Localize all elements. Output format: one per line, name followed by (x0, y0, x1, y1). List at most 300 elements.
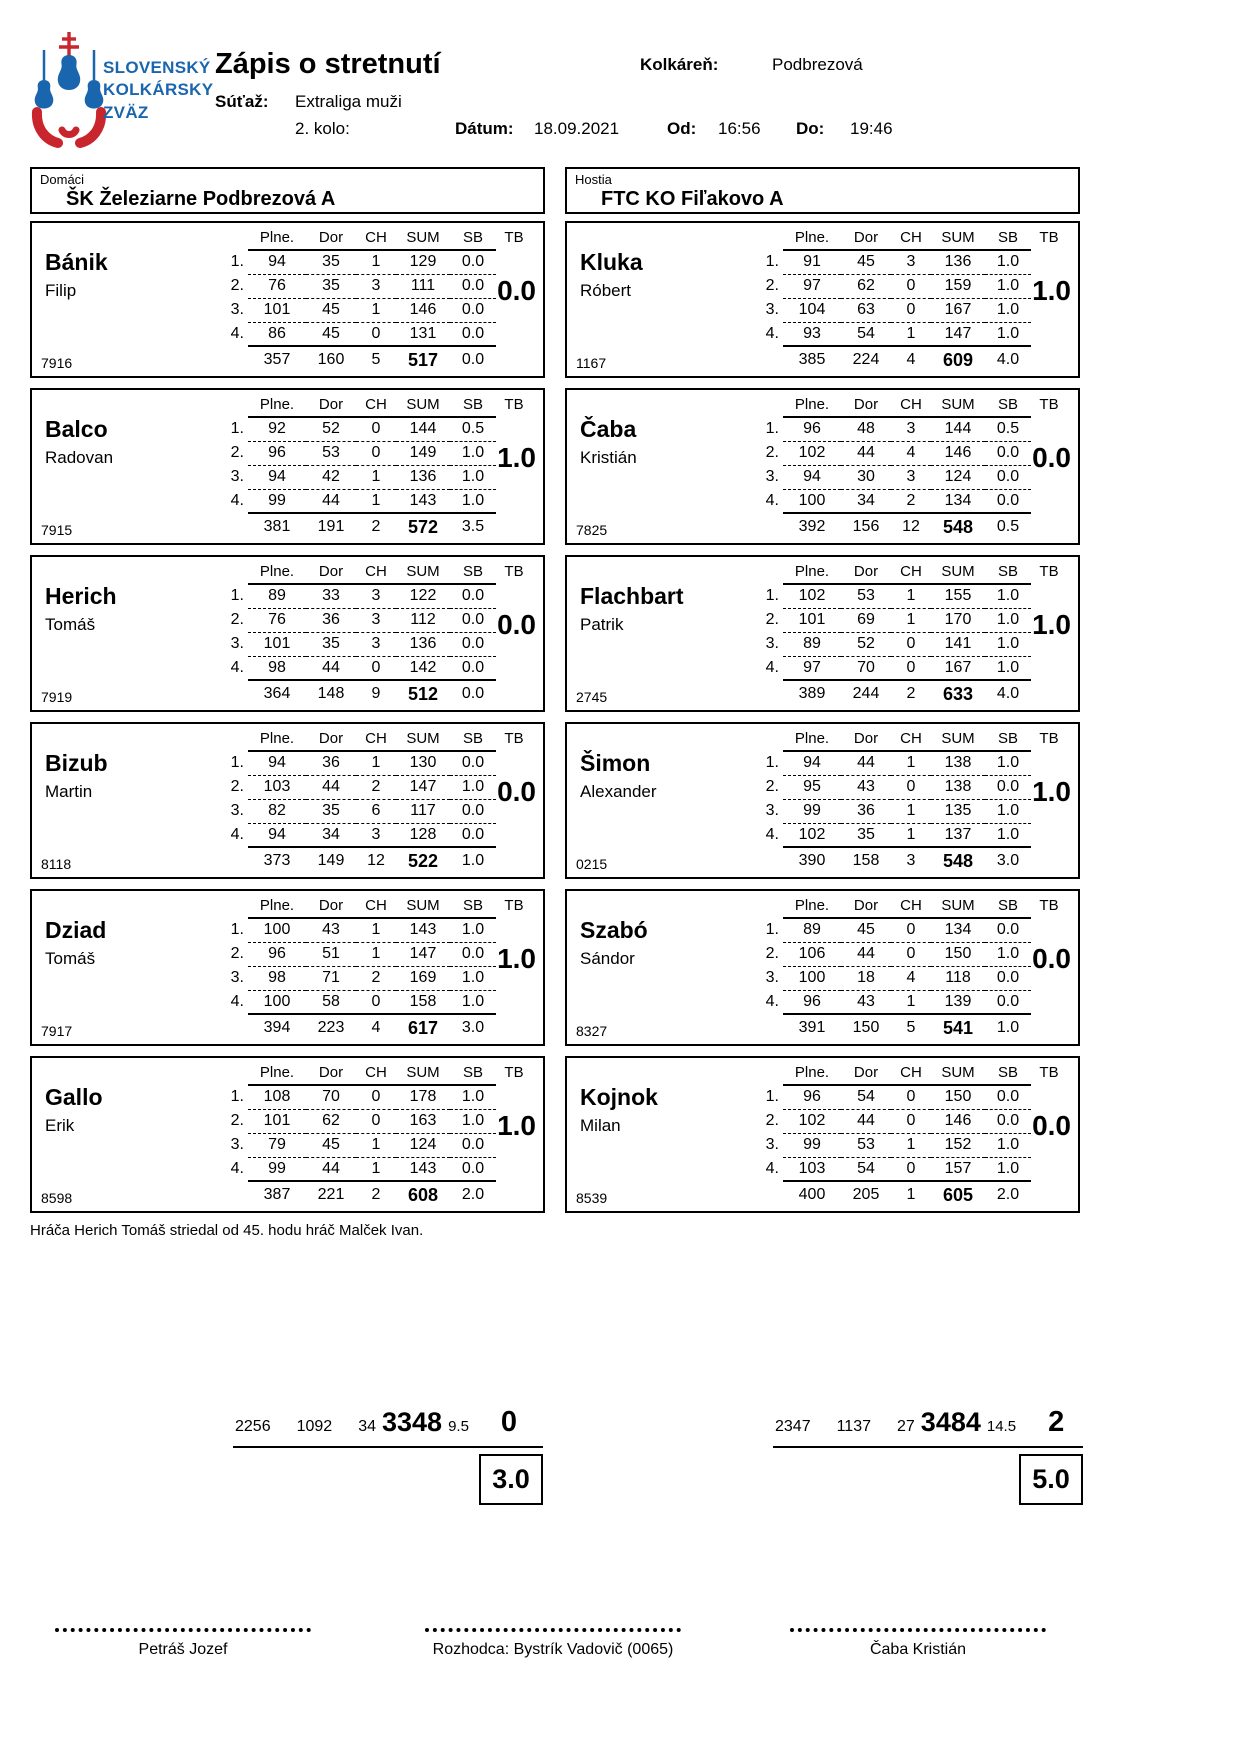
player-id: 7916 (41, 355, 73, 371)
player-surname: Szabó (580, 917, 648, 943)
player-score-table (753, 895, 1067, 1042)
tb-spacer (1031, 681, 1067, 708)
home-match-points: 3.0 (479, 1454, 543, 1505)
score-cell: 97 (783, 275, 841, 299)
score-cell: 1 (891, 609, 931, 633)
player-id: 7915 (41, 522, 73, 538)
home-total-ch: 34 (358, 1418, 376, 1435)
player-surname: Kojnok (580, 1084, 658, 1110)
score-cell: 0.0 (450, 609, 496, 633)
col-header: CH (891, 895, 931, 919)
total-cell: 0.0 (461, 351, 485, 368)
player-surname: Čaba (580, 416, 637, 442)
score-cell: 0 (891, 1086, 931, 1110)
score-cell: 0.0 (450, 800, 496, 824)
player-score-table (218, 1062, 532, 1209)
col-header: CH (356, 394, 396, 418)
signature-home (55, 1628, 311, 1659)
score-cell: 134 (931, 919, 985, 943)
score-cell: 35 (306, 800, 356, 824)
row-number: 3. (765, 468, 779, 485)
total-cell: 4 (906, 351, 916, 368)
player-set-points: 1.0 (497, 943, 536, 974)
score-cell: 1.0 (450, 442, 496, 466)
col-header: Dor (306, 227, 356, 251)
total-cell: 12 (902, 518, 920, 535)
tb-spacer (496, 418, 532, 442)
total-cell: 522 (407, 851, 439, 871)
tb-spacer (496, 490, 532, 514)
col-header: Dor (306, 1062, 356, 1086)
score-cell: 1.0 (985, 251, 1031, 275)
row-number: 1. (765, 921, 779, 938)
tb-spacer (1031, 919, 1067, 943)
round-value: 2. kolo: (295, 119, 350, 138)
row-number: 2. (230, 277, 244, 294)
col-header: Dor (306, 895, 356, 919)
score-cell: 96 (783, 1086, 841, 1110)
score-cell: 1.0 (985, 275, 1031, 299)
player-firstname: Alexander (580, 782, 657, 801)
tb-spacer (496, 347, 532, 374)
total-cell: 3.0 (461, 1019, 485, 1036)
score-cell: 0.5 (450, 418, 496, 442)
away-team-role: Hostia (575, 172, 612, 187)
score-cell: 0 (356, 418, 396, 442)
row-number: 1. (230, 253, 244, 270)
score-cell: 158 (396, 991, 450, 1015)
col-header: Plne. (783, 394, 841, 418)
score-cell: 135 (931, 800, 985, 824)
skz-logo (28, 30, 110, 157)
total-cell: 191 (317, 518, 345, 535)
score-cell: 18 (841, 967, 891, 991)
score-cell: 147 (396, 776, 450, 800)
col-header (218, 728, 248, 752)
tb-spacer (1031, 1182, 1067, 1209)
player-block (30, 555, 545, 712)
tb-spacer (496, 323, 532, 347)
col-header: CH (356, 895, 396, 919)
score-cell: 0 (891, 1110, 931, 1134)
col-header: SUM (396, 394, 450, 418)
row-number: 4. (765, 325, 779, 342)
score-cell: 1 (356, 466, 396, 490)
score-cell: 130 (396, 752, 450, 776)
score-cell: 137 (931, 824, 985, 848)
score-cell: 100 (248, 919, 306, 943)
player-score-table (753, 1062, 1067, 1209)
home-summary-row (233, 1406, 543, 1448)
score-cell: 178 (396, 1086, 450, 1110)
score-cell: 52 (841, 633, 891, 657)
score-cell: 33 (306, 585, 356, 609)
score-cell: 0.0 (450, 299, 496, 323)
score-cell: 3 (356, 585, 396, 609)
score-cell: 0.5 (985, 418, 1031, 442)
total-cell: 517 (407, 350, 439, 370)
col-header: Dor (841, 227, 891, 251)
total-cell: 224 (852, 351, 880, 368)
score-cell: 143 (396, 1158, 450, 1182)
player-block (565, 722, 1080, 879)
tb-spacer (496, 848, 532, 875)
score-cell: 76 (248, 609, 306, 633)
score-cell: 99 (783, 1134, 841, 1158)
score-cell: 3 (356, 609, 396, 633)
col-header: CH (891, 728, 931, 752)
total-cell: 633 (942, 684, 974, 704)
score-cell: 43 (841, 776, 891, 800)
score-cell: 86 (248, 323, 306, 347)
player-block (565, 889, 1080, 1046)
col-header: SUM (931, 561, 985, 585)
score-cell: 34 (306, 824, 356, 848)
score-cell: 43 (306, 919, 356, 943)
score-cell: 43 (841, 991, 891, 1015)
col-header: SB (985, 394, 1031, 418)
col-header: CH (356, 561, 396, 585)
player-surname: Balco (45, 416, 108, 442)
col-header: TB (504, 730, 524, 747)
col-header: Plne. (248, 227, 306, 251)
score-cell: 103 (783, 1158, 841, 1182)
total-cell: 2.0 (461, 1186, 485, 1203)
row-number: 4. (765, 826, 779, 843)
total-cell: 4 (371, 1019, 381, 1036)
col-header: SUM (396, 227, 450, 251)
score-cell: 1.0 (985, 633, 1031, 657)
score-cell: 63 (841, 299, 891, 323)
total-spacer (218, 681, 248, 708)
score-cell: 0 (356, 991, 396, 1015)
row-number: 2. (230, 611, 244, 628)
score-cell: 103 (248, 776, 306, 800)
score-cell: 0.0 (985, 967, 1031, 991)
score-cell: 1.0 (985, 657, 1031, 681)
row-number: 4. (230, 1160, 244, 1177)
score-cell: 3 (356, 275, 396, 299)
tb-spacer (1031, 848, 1067, 875)
score-cell: 6 (356, 800, 396, 824)
score-cell: 150 (931, 1086, 985, 1110)
col-header: TB (1039, 1064, 1059, 1081)
player-set-points: 1.0 (497, 1110, 536, 1141)
score-cell: 1.0 (450, 919, 496, 943)
score-cell: 0.0 (985, 442, 1031, 466)
player-set-points: 1.0 (1032, 776, 1071, 807)
home-total-tb: 0 (500, 1406, 518, 1438)
player-firstname: Milan (580, 1116, 621, 1135)
score-cell: 1 (356, 919, 396, 943)
home-total-dor: 1092 (296, 1418, 333, 1435)
score-cell: 99 (248, 1158, 306, 1182)
total-spacer (218, 347, 248, 374)
col-header: TB (1039, 897, 1059, 914)
total-cell: 1.0 (461, 852, 485, 869)
col-header: SUM (931, 1062, 985, 1086)
score-cell: 0 (891, 943, 931, 967)
row-number: 2. (230, 444, 244, 461)
row-number: 3. (765, 1136, 779, 1153)
score-cell: 1.0 (985, 585, 1031, 609)
score-cell: 1 (891, 323, 931, 347)
score-cell: 48 (841, 418, 891, 442)
score-cell: 138 (931, 776, 985, 800)
tb-spacer (496, 1015, 532, 1042)
total-cell: 3.5 (461, 518, 485, 535)
score-cell: 45 (841, 251, 891, 275)
total-cell: 364 (263, 685, 291, 702)
player-set-points: 0.0 (1032, 943, 1071, 974)
home-team-name: ŠK Železiarne Podbrezová A (66, 188, 336, 210)
score-cell: 45 (306, 1134, 356, 1158)
home-team-role: Domáci (40, 172, 85, 187)
away-team-summary (773, 1406, 1083, 1494)
score-cell: 146 (931, 442, 985, 466)
player-firstname: Patrik (580, 615, 624, 634)
score-cell: 99 (248, 490, 306, 514)
score-cell: 42 (306, 466, 356, 490)
score-cell: 1 (356, 1134, 396, 1158)
org-name (103, 57, 213, 124)
tb-spacer (1031, 1015, 1067, 1042)
total-spacer (753, 347, 783, 374)
score-cell: 155 (931, 585, 985, 609)
score-cell: 35 (841, 824, 891, 848)
col-header: Plne. (783, 1062, 841, 1086)
score-cell: 97 (783, 657, 841, 681)
end-time-label: Do: (796, 119, 825, 138)
score-cell: 0.0 (985, 490, 1031, 514)
player-block (30, 889, 545, 1046)
page-title: Zápis o stretnutí (215, 48, 441, 80)
player-surname: Flachbart (580, 583, 684, 609)
total-cell: 541 (942, 1018, 974, 1038)
score-cell: 54 (841, 1086, 891, 1110)
score-cell: 1.0 (985, 752, 1031, 776)
col-header: TB (504, 229, 524, 246)
player-set-points: 1.0 (1032, 609, 1071, 640)
total-cell: 381 (263, 518, 291, 535)
row-number: 3. (765, 802, 779, 819)
row-number: 2. (765, 945, 779, 962)
score-cell: 0.0 (985, 919, 1031, 943)
org-name-line1: SLOVENSKÝ (103, 58, 211, 77)
away-total-sum: 3484 (920, 1407, 981, 1437)
player-score-table (218, 561, 532, 708)
score-cell: 117 (396, 800, 450, 824)
row-number: 4. (230, 325, 244, 342)
total-cell: 150 (852, 1019, 880, 1036)
total-cell: 148 (317, 685, 345, 702)
player-block (565, 388, 1080, 545)
signature-name-home: Petráš Jozef (138, 1641, 228, 1658)
col-header: Plne. (248, 895, 306, 919)
score-cell: 36 (841, 800, 891, 824)
row-number: 3. (230, 1136, 244, 1153)
row-number: 4. (230, 492, 244, 509)
score-cell: 111 (396, 275, 450, 299)
tb-spacer (496, 919, 532, 943)
row-number: 4. (230, 659, 244, 676)
row-number: 4. (230, 993, 244, 1010)
score-cell: 101 (248, 1110, 306, 1134)
col-header: SB (985, 895, 1031, 919)
score-cell: 36 (306, 752, 356, 776)
score-cell: 35 (306, 251, 356, 275)
score-cell: 51 (306, 943, 356, 967)
col-header: SB (985, 227, 1031, 251)
col-header: SB (450, 394, 496, 418)
org-name-line3: ZVÄZ (103, 102, 149, 122)
tb-spacer (496, 752, 532, 776)
col-header: Plne. (248, 561, 306, 585)
col-header: CH (891, 561, 931, 585)
score-cell: 134 (931, 490, 985, 514)
player-firstname: Kristián (580, 448, 637, 467)
score-cell: 1.0 (985, 1134, 1031, 1158)
total-cell: 2.0 (996, 1186, 1020, 1203)
score-cell: 100 (248, 991, 306, 1015)
player-score-table (753, 728, 1067, 875)
player-id: 7917 (41, 1023, 73, 1039)
score-cell: 3 (891, 466, 931, 490)
row-number: 2. (765, 778, 779, 795)
col-header (218, 227, 248, 251)
score-cell: 54 (841, 323, 891, 347)
col-header: Dor (841, 1062, 891, 1086)
col-header: SUM (396, 728, 450, 752)
row-number: 3. (765, 301, 779, 318)
col-header (218, 1062, 248, 1086)
col-header: SB (450, 728, 496, 752)
score-cell: 1.0 (450, 1086, 496, 1110)
total-cell: 158 (852, 852, 880, 869)
score-cell: 0.0 (450, 752, 496, 776)
score-cell: 143 (396, 919, 450, 943)
score-cell: 1 (891, 752, 931, 776)
score-cell: 104 (783, 299, 841, 323)
start-time-label: Od: (667, 119, 697, 138)
row-number: 3. (230, 635, 244, 652)
score-cell: 1.0 (450, 466, 496, 490)
score-cell: 100 (783, 490, 841, 514)
score-cell: 0.0 (450, 323, 496, 347)
score-cell: 44 (306, 776, 356, 800)
score-cell: 122 (396, 585, 450, 609)
away-total-plne: 2347 (775, 1418, 811, 1435)
score-cell: 0.0 (450, 251, 496, 275)
signature-referee (425, 1628, 681, 1659)
score-cell: 1.0 (985, 609, 1031, 633)
signature-line (790, 1628, 1046, 1632)
total-cell: 0.5 (996, 518, 1020, 535)
tb-spacer (1031, 1158, 1067, 1182)
score-cell: 146 (396, 299, 450, 323)
score-cell: 45 (306, 299, 356, 323)
tb-spacer (1031, 251, 1067, 275)
tb-spacer (496, 585, 532, 609)
score-cell: 94 (783, 752, 841, 776)
tb-spacer (496, 251, 532, 275)
score-cell: 0 (891, 275, 931, 299)
score-cell: 96 (248, 442, 306, 466)
player-firstname: Tomáš (45, 949, 96, 968)
row-number: 1. (765, 587, 779, 604)
total-spacer (753, 514, 783, 541)
away-players-column (565, 221, 1080, 1223)
total-cell: 548 (942, 851, 974, 871)
row-number: 3. (230, 969, 244, 986)
signature-away (790, 1628, 1046, 1659)
score-cell: 1 (356, 490, 396, 514)
player-id: 8539 (576, 1190, 608, 1206)
score-cell: 44 (841, 943, 891, 967)
score-cell: 89 (783, 919, 841, 943)
player-score-table (218, 895, 532, 1042)
score-cell: 0 (891, 299, 931, 323)
score-cell: 44 (306, 490, 356, 514)
col-header (753, 227, 783, 251)
player-score-table (753, 561, 1067, 708)
score-cell: 1 (891, 585, 931, 609)
player-block (30, 1056, 545, 1213)
player-id: 8327 (576, 1023, 608, 1039)
player-block (30, 221, 545, 378)
score-cell: 96 (783, 991, 841, 1015)
score-cell: 0 (891, 919, 931, 943)
col-header: TB (504, 563, 524, 580)
score-cell: 1 (891, 1134, 931, 1158)
score-cell: 89 (783, 633, 841, 657)
col-header: SB (450, 895, 496, 919)
venue-label: Kolkáreň: (640, 55, 719, 74)
score-cell: 102 (783, 442, 841, 466)
row-number: 4. (765, 492, 779, 509)
col-header: SUM (396, 561, 450, 585)
total-spacer (218, 514, 248, 541)
score-cell: 2 (356, 967, 396, 991)
total-cell: 4.0 (996, 685, 1020, 702)
score-cell: 3 (891, 418, 931, 442)
score-cell: 129 (396, 251, 450, 275)
score-cell: 44 (841, 442, 891, 466)
player-id: 7919 (41, 689, 73, 705)
score-cell: 0 (356, 1086, 396, 1110)
row-number: 1. (230, 420, 244, 437)
col-header: TB (1039, 563, 1059, 580)
player-id: 1167 (576, 355, 607, 371)
total-cell: 572 (407, 517, 439, 537)
tb-spacer (496, 991, 532, 1015)
score-cell: 0 (891, 776, 931, 800)
score-cell: 159 (931, 275, 985, 299)
col-header: Plne. (248, 1062, 306, 1086)
col-header: Plne. (783, 895, 841, 919)
home-players-column (30, 221, 545, 1223)
score-cell: 1.0 (450, 1110, 496, 1134)
total-cell: 4.0 (996, 351, 1020, 368)
col-header: TB (1039, 396, 1059, 413)
row-number: 1. (765, 1088, 779, 1105)
score-cell: 53 (841, 585, 891, 609)
total-spacer (218, 848, 248, 875)
col-header: Plne. (248, 728, 306, 752)
col-header: TB (504, 396, 524, 413)
col-header: Dor (306, 394, 356, 418)
start-time-value: 16:56 (718, 119, 761, 138)
